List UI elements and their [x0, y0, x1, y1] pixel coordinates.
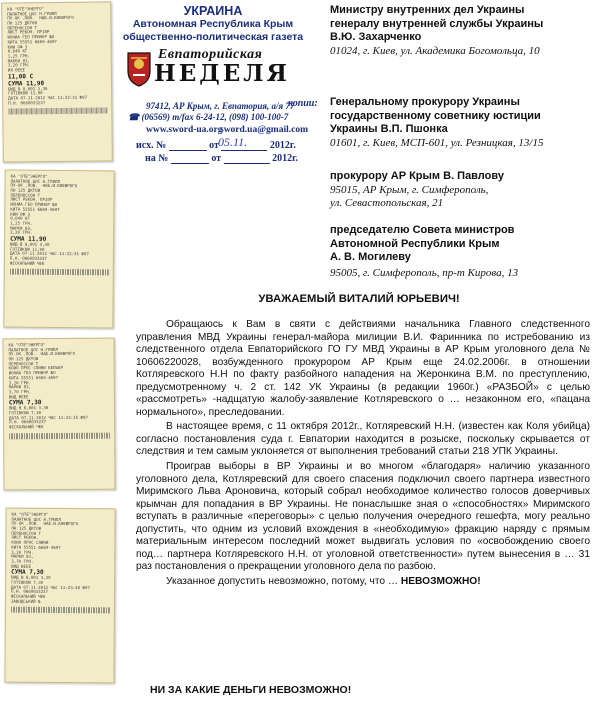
phones-text: (06569) т/fax 6-24-12, (098) 100-100-7	[141, 112, 289, 122]
receipt-line: 0,040 КГ	[7, 48, 28, 54]
ref-out-label: исх. №	[136, 140, 167, 151]
crimea-emblem-icon	[126, 49, 152, 87]
receipt-line: СУМА 11,90	[10, 235, 47, 243]
receipt-line: ПЕРЕНОССОН Т	[11, 530, 42, 536]
ref-from-label: от	[209, 140, 219, 151]
masthead-kind: общественно-политическая газета	[122, 31, 304, 43]
receipt-line: ПН 125 ДКТОВ	[11, 525, 42, 531]
receipt-line: 0,040 КГ	[10, 215, 31, 221]
recipient-council-chair	[330, 224, 518, 280]
receipt-line: ПАЛАТНОЕ ЦОС Н.ГРИЛЛ	[10, 178, 60, 184]
receipt-barcode	[9, 432, 110, 439]
receipt-1	[1, 1, 113, 162]
receipt-3	[2, 338, 115, 491]
letter-body	[136, 319, 590, 588]
receipt-line: ПАЛАТНОЕ ЦОС Н.ГРИЛЛ	[11, 516, 61, 522]
masthead-region: Автономная Республика Крым	[132, 18, 294, 30]
receipt-2	[3, 170, 114, 329]
paragraph: Проиграв выборы в ВР Украины и во многом «благодаря» наличию указанного уголовного дела, Котляревский для своего спасения подключил своего партнера известного Миримского Льва Ароновича, который собрал необходимое количество голосов доверчивых крымчан для попадания в ВР Украины. Не понаслышке зная о «способностях» Миримского вступать в различные «переговоры» с целью получения очередного гешефта, могу реально допустить, что одним из условий вхождения в «необходимую» фракцию наряду с прямым материальным интересом последний может выдвигать условия по «освобождению своего под… партнера Котляревского Н.Н. от уголовной ответственности» путем вынесения в … 31 раз постановления о прекращении уголовного дела по разбою.	[136, 461, 590, 573]
recipient-line: государственному советнику юстиции	[330, 109, 541, 122]
receipt-line: КА "ОТЕ"ЭНЕРГО"	[10, 173, 48, 179]
masthead-address: 97412, АР Крым, г. Евпатория, а/я 77	[146, 101, 295, 111]
phone-icon: ☎	[128, 112, 142, 122]
receipt-line: ЛИСТ РЕКОН. ПР10Р	[10, 197, 53, 203]
receipt-line: КИИ ОФ 3	[10, 211, 31, 217]
receipt-line: ИЯ ВЕЕЕ	[7, 67, 26, 73]
recipient-line: генералу внутренней службы Украины	[330, 17, 544, 30]
receipt-barcode	[10, 269, 109, 276]
newspaper-logo	[118, 47, 308, 91]
recipient-line: Генеральному прокурору Украины	[330, 96, 520, 108]
paragraph: В настоящее время, с 11 октября 2012г., Котляревский Н.Н. (известен как Коля убийца) согласно постановления суда г. Евпатории находится в розыске, поскольку скрывается от следствия и тем самым уклоняется от выполнения требований статьи 218 УПК Украины.	[136, 421, 590, 458]
recipient-prosecutor-crimea	[330, 170, 504, 211]
recipient-address: 95015, АР Крым, г. Симферополь,	[330, 183, 489, 196]
receipt-line: КОИО ПРОС СЛИНИ	[11, 539, 49, 546]
receipt-line: 3,70 ГРН.	[11, 558, 34, 564]
receipt-line: П.Н. 0660033237	[8, 99, 46, 106]
recipient-line: Министру внутренних дел Украины	[330, 4, 525, 16]
receipt-line: КА "ОТЕ"ЭНЕРГО"	[11, 511, 49, 517]
ref-year: 2012г.	[269, 140, 296, 151]
receipt-line: ЗАВОДСЬКИЙ №	[10, 598, 41, 604]
receipt-line: П.Н. 0660033237	[9, 419, 47, 425]
receipt-line: П.Н. 0660033237	[11, 588, 49, 595]
receipt-line: ПУ-ОК .ПОВ. НАБ.И.КНЕВРОГО	[7, 15, 74, 21]
receipt-line: П.Н. 0660033237	[9, 255, 47, 261]
receipt-line: ИОНИА ГЕО ПРИНОР №О	[10, 201, 58, 208]
recipient-line: председателю Совета министров	[330, 224, 515, 236]
paragraph: Обращаюсь к Вам в святи с действиями начальника Главного следственного управления МВД Украины генерал-майора милиции В.И. Фаринника по истребованию из следственного отдела Евпаторийского ГО ГУ МВД Украины в АР Крым уголовного дела № 10606220028, возбужденного прокурором АР Крым еще 24.02.2006г. в отношении Котляревского Н.Н по факту разбойного нападения на Жеронкина В.М. по преступлению, предусмотренному ч. 2 ст. 142 УК Украины (в редакции 1960г.) «РАЗБОЙ» с целью «рассмотреть» -надщатую жалобу-заявление Котляревского о … незаконном его, «пацана нормального», преследовании.	[136, 319, 590, 418]
receipt-line: СУМА 11,90	[7, 79, 45, 88]
receipt-line: ПУ-ОК .ПОВ. НАБ.И.КНЕВРОГО	[11, 521, 79, 527]
receipt-line: ПН 125 ДКТОВ	[8, 356, 39, 362]
copies-label: копии:	[288, 98, 318, 109]
recipient-address: 95005, г. Симферополь, пр-т Кирова, 13	[330, 266, 519, 279]
receipt-line: СУМА 7,30	[11, 568, 44, 577]
receipt-4	[4, 508, 115, 684]
receipt-line: 3,20 ГРН.	[11, 549, 34, 555]
receipt-line: ГОТІВКОЮ 7,30	[11, 579, 44, 585]
receipt-line: ДАТА 07-11-2012 ЧАС 11:22:31 Ф97	[9, 250, 89, 257]
receipt-line: ПЕРЕНОССОН Т	[7, 24, 38, 31]
recipient-line: А. В. Могилеву	[330, 251, 411, 263]
receipt-line: 1,25 ГРН.	[10, 220, 33, 226]
receipt-line: ДАТА 07-11-2012 ЧАС 11:23:40 Ф97	[11, 584, 90, 590]
masthead-country: УКРАИНА	[183, 4, 243, 18]
recipient-prosecutor-general	[330, 96, 543, 150]
receipt-line: ПЕРЕНОССОН Т	[10, 192, 41, 198]
receipt-line: ИОНИА ГЕО ПРИНОР №О	[8, 370, 56, 376]
receipt-line: МАРКИ 83,	[8, 384, 32, 390]
receipt-line: ЛИСТ РЕКОН.	[11, 535, 39, 541]
receipt-line: ВИД В 8,001 3,30	[8, 405, 49, 411]
receipt-line: КИТА 55551 6669-4697	[7, 38, 57, 45]
receipt-line: 3,70 ГРН.	[8, 389, 32, 395]
recipient-address: 01601, г. Киев, МСП-601, ул. Резницкая, 13/15	[330, 136, 544, 149]
closing-prefix: Указанное допустить невозможно, потому, что …	[166, 575, 401, 587]
receipt-line: МАРКИ 83,	[11, 553, 34, 560]
receipt-line: ВИД В 8,001 3,30	[10, 241, 50, 247]
receipt-barcode	[11, 607, 110, 614]
logo-top-text: Евпаторийская	[158, 47, 263, 62]
masthead-email[interactable]: sword.ua@gmail.com	[220, 125, 309, 135]
masthead-phones	[128, 112, 288, 123]
receipt-line: СУМА 7,30	[8, 399, 42, 407]
receipt-line: КИТА 55551 6669-4697	[8, 374, 59, 381]
receipt-line: ЛИСТ РЕКОН. ПР10Р	[7, 29, 50, 35]
final-line: НИ ЗА КАКИЕ ДЕНЬГИ НЕВОЗМОЖНО!	[150, 684, 352, 696]
receipt-line: 3,20 ГРН.	[10, 229, 33, 236]
receipt-line: КИИ ОФ 3	[7, 43, 28, 50]
recipient-address: ул. Севастопольская, 21	[330, 197, 444, 209]
recipient-line: прокурору АР Крым В. Павлову	[330, 170, 504, 182]
receipt-line: 3,20 ГРН.	[8, 379, 31, 385]
receipt-barcode	[8, 108, 107, 115]
receipt-line: КОИО ПРОС СЛИНИ КЕЛЬЕР	[8, 365, 63, 371]
receipt-line: ГОТІВКОЮ 11,90	[8, 90, 43, 96]
ref-from-label: от	[211, 153, 222, 164]
receipt-line: ВИД ВЕЕЕ	[11, 563, 31, 569]
receipt-line: ФІСКАЛЬНИЙ ЧЕК	[9, 260, 45, 266]
receipt-line: ГОТІВКОЮ 7,30	[8, 410, 42, 416]
closing-bold: НЕВОЗМОЖНО!	[400, 575, 481, 587]
receipt-line: МАРКИ 83,	[10, 225, 33, 231]
recipient-line: В.Ю. Захарченко	[330, 31, 422, 43]
receipt-line: ПН 125 ДКТОВ	[10, 187, 41, 193]
receipt-line: ДАТА 07-11-2012 ЧАС 11:23:15 Ф97	[9, 414, 88, 420]
ref-year: 2012г.	[272, 153, 299, 164]
receipt-line: ПЕРЕНОССОН Т	[8, 360, 39, 367]
receipt-line: ВИД В 8,001 3,30	[11, 574, 51, 581]
handwritten-date: 05.11.	[218, 135, 248, 149]
receipt-line: ПН 125 ДКТОВ	[7, 20, 37, 26]
recipient-line: Автономной Республики Крым	[330, 237, 500, 250]
ref-outgoing	[136, 140, 296, 151]
recipient-minister	[330, 4, 543, 58]
ref-in-label: на №	[145, 153, 169, 164]
recipient-line: Украины В.П. Пшонка	[330, 123, 448, 135]
receipt-line: ДАТА 07-11-2012 ЧАС 11:22:31 Ф97	[8, 94, 88, 101]
closing-paragraph	[136, 576, 590, 589]
receipt-line: МАРКИ 83,	[7, 57, 30, 64]
receipts-column	[0, 0, 118, 709]
receipt-line: КА "ОТЕ"ЭНЕРГО"	[8, 342, 46, 348]
receipt-line: ВИД В 8,001 3,30	[8, 85, 48, 92]
receipt-line: КИТА 55551 6669-4697	[10, 206, 60, 212]
receipt-line: ПУ-ОК .ПОВ. НАБ.И.КНЕВРОГО	[8, 351, 76, 357]
receipt-line: 1,25 ГРН.	[7, 53, 30, 59]
ref-incoming	[145, 153, 298, 164]
receipt-line: КИТА 55551 6669-4697	[11, 544, 61, 550]
receipt-line: ВИД ВЕЕЕ	[8, 393, 29, 399]
receipt-line: ПАЛАТНОЕ ЦОС Н.ГРИЛЛ	[7, 10, 57, 17]
recipient-address: 01024, г. Киев, ул. Академика Богомольца, 10	[330, 44, 540, 57]
salutation: УВАЖАЕМЫЙ ВИТАЛИЙ ЮРЬЕВИЧ!	[258, 293, 460, 305]
receipt-line: 3,20 ГРН.	[7, 62, 31, 68]
receipt-line: ИОНИА ГЕО ПРИНОР №О	[7, 34, 55, 40]
receipt-line: ПУ-ОК .ПОВ. НАБ.И.КНЕВРОГО	[10, 182, 78, 189]
receipt-line: ГОТІВКОЮ 11,90	[9, 246, 45, 252]
receipt-line: ФІСКАЛЬНИЙ ЧЕК	[10, 593, 46, 599]
receipt-line: ФІСКАЛЬНИЙ ЧЕК	[9, 424, 44, 430]
receipt-line: 11,00 С	[7, 72, 34, 81]
receipt-line: КА "ОТЕ"ЭНЕРГО"	[7, 6, 45, 12]
logo-main-text: НЕДЕЛЯ	[154, 60, 290, 87]
receipt-line: ПАЛАТНОЕ ЦОС Н.ГРИЛЛ	[8, 346, 58, 353]
masthead-website[interactable]: www.sword-ua.org	[146, 125, 223, 135]
